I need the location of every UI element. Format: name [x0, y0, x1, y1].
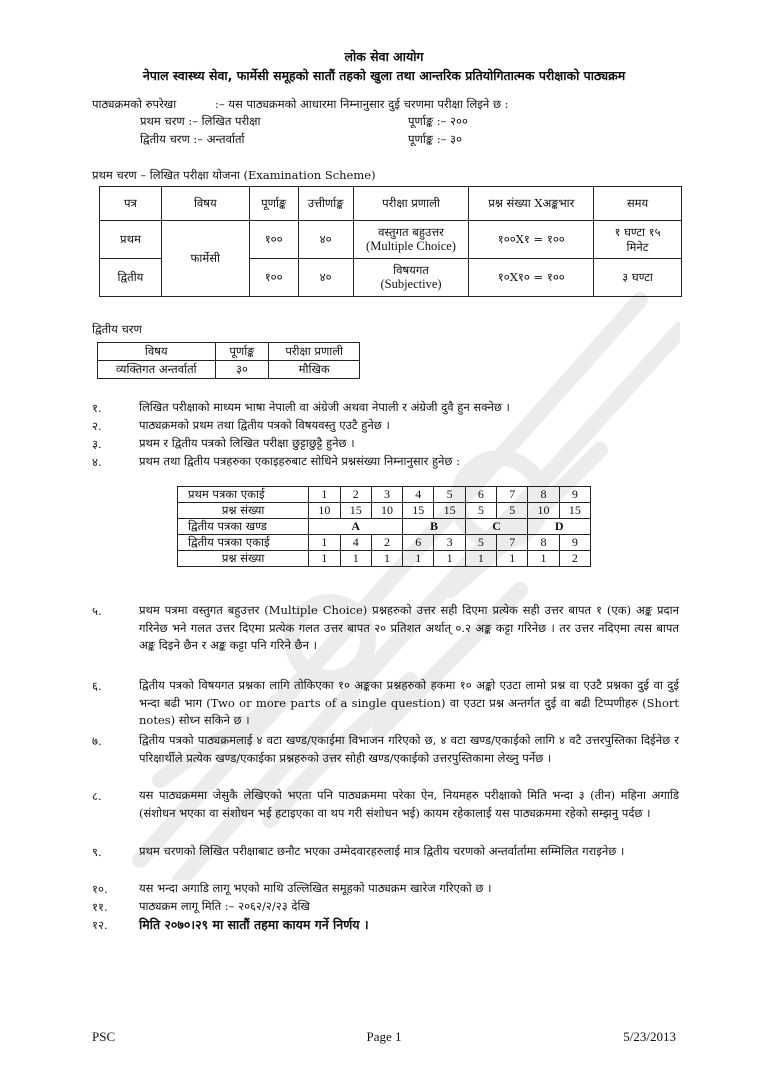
col-header-exam-system: परीक्षा प्रणाली	[269, 343, 360, 361]
unit-cell: 6	[465, 487, 496, 503]
outline-label: पाठ्यक्रमको रुपरेखा	[92, 97, 177, 111]
col-header-pass-marks: उत्तीर्णाङ्क	[298, 187, 353, 221]
note-text: प्रथम र द्वितीय पत्रको लिखित परीक्षा छुट्टाछुट्टै हुनेछ ।	[139, 436, 355, 450]
table-row	[178, 535, 591, 551]
exam-scheme-table	[99, 186, 682, 297]
note-text: प्रथम पत्रमा वस्तुगत बहुउत्तर (Multiple Choice) प्रश्नहरुको उत्तर सही दिएमा प्रत्येक सही उत्तर बापत १ (एक) अङ्क प्रदान गरिनेछ भने गलत उत्तर दिएमा प्रत्येक गलत उत्तर बापत २० प्रतिशत अर्थात् ०.२ अङ्क कट्टा गरिनेछ । तर उत्तर नदिएमा त्यस बापत अङ्क दिइने छैन र अङ्क कट्टा पनि गरिने छैन ।	[139, 603, 679, 652]
exam-system-english: (Subjective)	[380, 276, 442, 291]
scheme-heading: प्रथम चरण – लिखित परीक्षा योजना (Examination Scheme)	[92, 168, 376, 182]
questions-cell: १०X१० = १००	[469, 259, 594, 297]
full-marks-cell: १००	[249, 221, 298, 259]
col-header-paper: पत्र	[100, 187, 162, 221]
note-text: प्रथम तथा द्वितीय पत्रहरुका एकाइहरुबाट सोधिने प्रश्नसंख्या निम्नानुसार हुनेछ :	[139, 454, 461, 468]
unit-cell: 8	[528, 487, 559, 503]
note-number: ६.	[92, 679, 102, 693]
count-cell: 10	[371, 503, 402, 519]
section-cell: A	[309, 519, 403, 535]
col-header-subject: विषय	[161, 187, 249, 221]
count-cell: 1	[403, 551, 434, 567]
col-header-full-marks: पूर्णाङ्क	[215, 343, 269, 361]
unit-cell: 7	[497, 535, 528, 551]
note-text: पाठ्यक्रमको प्रथम तथा द्वितीय पत्रको विषयवस्तु एउटै हुनेछ ।	[139, 418, 390, 432]
count-cell: 1	[434, 551, 465, 567]
col-header-full-marks: पूर्णाङ्क	[249, 187, 298, 221]
unit-cell: 3	[434, 535, 465, 551]
stage1-line: प्रथम चरण :– लिखित परीक्षा	[140, 114, 261, 128]
time-text-2: मिनेट	[626, 239, 649, 254]
section-cell: D	[528, 519, 591, 535]
pass-marks-cell: ४०	[298, 259, 353, 297]
pass-marks-cell: ४०	[298, 221, 353, 259]
time-text: १ घण्टा १५	[614, 225, 661, 240]
count-cell: 2	[559, 551, 590, 567]
col-header-time: समय	[594, 187, 682, 221]
col-header-exam-system: परीक्षा प्रणाली	[353, 187, 469, 221]
count-cell: 15	[434, 503, 465, 519]
org-name: लोक सेवा आयोग	[344, 49, 424, 64]
table-row	[178, 551, 591, 567]
note-text: यस पाठ्यक्रममा जेसुकै लेखिएको भएता पनि पाठ्यक्रममा परेका ऐन, नियमहरु परीक्षाको मिति भन्दा ३ (तीन) महिना अगाडि (संशोधन भएका वा संशोधन भई हटाइएका वा थप गरी संशोधन भई) कायम रहेकालाई यस पाठ्यक्रममा रहेको सम्झनु पर्दछ ।	[139, 788, 679, 820]
unit-cell: 5	[465, 535, 496, 551]
section-cell: C	[465, 519, 528, 535]
count-cell: 15	[559, 503, 590, 519]
note-number: ९.	[92, 845, 102, 859]
footer-date: 5/23/2013	[623, 1029, 676, 1044]
note-number: ७.	[92, 734, 102, 748]
unit-cell: 8	[528, 535, 559, 551]
stage2-marks: पूर्णाङ्क :– ३०	[408, 132, 462, 146]
stage2-heading: द्वितीय चरण	[92, 322, 142, 336]
row-label: प्रश्न संख्या	[178, 551, 309, 567]
unit-cell: 3	[371, 487, 402, 503]
count-cell: 1	[340, 551, 371, 567]
exam-system-english: (Multiple Choice)	[366, 238, 456, 253]
time-cell	[594, 221, 682, 259]
row-label: प्रश्न संख्या	[178, 503, 309, 519]
count-cell: 1	[528, 551, 559, 567]
count-cell: 1	[371, 551, 402, 567]
note-text: लिखित परीक्षाको माध्यम भाषा नेपाली वा अंग्रेजी अथवा नेपाली र अंग्रेजी दुवै हुन सक्नेछ ।	[139, 400, 510, 414]
exam-system-cell	[353, 259, 469, 297]
time-cell: ३ घण्टा	[594, 259, 682, 297]
note-number: ३.	[92, 437, 102, 451]
count-cell: 15	[340, 503, 371, 519]
note-text: पाठ्यक्रम लागू मिति :– २०६२/२/२३ देखि	[139, 899, 310, 913]
note-number: १२.	[92, 918, 108, 932]
unit-cell: 6	[403, 535, 434, 551]
full-marks-cell: ३०	[215, 361, 269, 379]
note-number: ११.	[92, 900, 108, 914]
exam-system-cell	[353, 221, 469, 259]
unit-cell: 4	[340, 535, 371, 551]
note-number: ८.	[92, 789, 102, 803]
table-row	[178, 503, 591, 519]
page-title: नेपाल स्वास्थ्य सेवा, फार्मेसी समूहको सातौं तहको खुला तथा आन्तरिक प्रतियोगितात्मक परीक्षाको पाठ्यक्रम	[142, 68, 626, 83]
row-label: द्वितीय पत्रका खण्ड	[178, 519, 309, 535]
subject-cell: फार्मेसी	[161, 221, 249, 297]
paper-cell: द्वितीय	[100, 259, 162, 297]
count-cell: 1	[497, 551, 528, 567]
outline-text: :– यस पाठ्यक्रमको आधारमा निम्नानुसार दुई चरणमा परीक्षा लिइने छ :	[215, 97, 509, 111]
note-text: द्वितीय पत्रको विषयगत प्रश्नका लागि तोकिएका १० अङ्कका प्रश्नहरुको हकमा १० अङ्को एउटा लामो प्रश्न वा एउटै प्रश्नका दुई वा दुई भन्दा बढी भाग (Two or more parts of a single question) वा एउटा प्रश्न अन्तर्गत दुई वा बढी टिप्पणीहरु (Short notes) सोध्न सकिने छ ।	[139, 678, 679, 727]
count-cell: 10	[528, 503, 559, 519]
footer-left: PSC	[92, 1029, 116, 1044]
unit-cell: 4	[403, 487, 434, 503]
unit-cell: 1	[309, 535, 340, 551]
unit-cell: 1	[309, 487, 340, 503]
col-header-subject: विषय	[98, 343, 216, 361]
note-number: २.	[92, 419, 102, 433]
decision-note: मिति २०७०।२९ मा सातौं तहमा कायम गर्ने निर्णय ।	[139, 917, 369, 932]
note-number: १०.	[92, 882, 108, 896]
unit-cell: 9	[559, 535, 590, 551]
count-cell: 5	[465, 503, 496, 519]
page-number: Page 1	[366, 1029, 402, 1044]
row-label: द्वितीय पत्रका एकाई	[178, 535, 309, 551]
unit-cell: 9	[559, 487, 590, 503]
unit-cell: 5	[434, 487, 465, 503]
full-marks-cell: १००	[249, 259, 298, 297]
questions-cell: १००X१ = १००	[469, 221, 594, 259]
unit-distribution-table	[177, 486, 591, 567]
unit-cell: 2	[371, 535, 402, 551]
paper-cell: प्रथम	[100, 221, 162, 259]
count-cell: 1	[309, 551, 340, 567]
table-row	[100, 221, 682, 259]
subject-cell: व्यक्तिगत अन्तर्वार्ता	[98, 361, 216, 379]
exam-system-text: वस्तुगत बहुउत्तर	[378, 224, 444, 239]
note-text: द्वितीय पत्रको पाठ्यक्रमलाई ४ वटा खण्ड/एकाईमा विभाजन गरिएको छ, ४ वटा खण्ड/एकाईको लागि ४ वटै उत्तरपुस्तिका दिईनेछ र परिक्षार्थीले प्रत्येक खण्ड/एकाईका प्रश्नहरुको उत्तर सोही खण्ड/एकाईको उत्तरपुस्तिकामा लेख्नु पर्नेछ ।	[139, 733, 679, 765]
exam-system-text: विषयगत	[393, 262, 429, 277]
stage2-line: द्वितीय चरण :– अन्तर्वार्ता	[140, 132, 245, 146]
row-label: प्रथम पत्रका एकाई	[178, 487, 309, 503]
note-text: प्रथम चरणको लिखित परीक्षाबाट छनौट भएका उम्मेदवारहरुलाई मात्र द्वितीय चरणको अन्तर्वार्तामा सम्मिलित गराइनेछ ।	[139, 844, 625, 858]
stage1-marks: पूर्णाङ्क :– २००	[408, 114, 468, 128]
count-cell: 1	[465, 551, 496, 567]
unit-cell: 2	[340, 487, 371, 503]
count-cell: 15	[403, 503, 434, 519]
table-row	[178, 519, 591, 535]
note-number: १.	[92, 401, 102, 415]
table-row	[98, 361, 360, 379]
count-cell: 10	[309, 503, 340, 519]
interview-table	[97, 342, 360, 379]
section-cell: B	[403, 519, 466, 535]
col-header-questions: प्रश्न संख्या Xअङ्कभार	[469, 187, 594, 221]
exam-system-cell: मौखिक	[269, 361, 360, 379]
count-cell: 5	[497, 503, 528, 519]
unit-cell: 7	[497, 487, 528, 503]
note-number: ४.	[92, 455, 102, 469]
table-row	[178, 487, 591, 503]
note-text: यस भन्दा अगाडि लागू भएको माथि उल्लिखित समूहको पाठ्यक्रम खारेज गरिएको छ ।	[139, 881, 492, 895]
note-number: ५.	[92, 604, 102, 618]
